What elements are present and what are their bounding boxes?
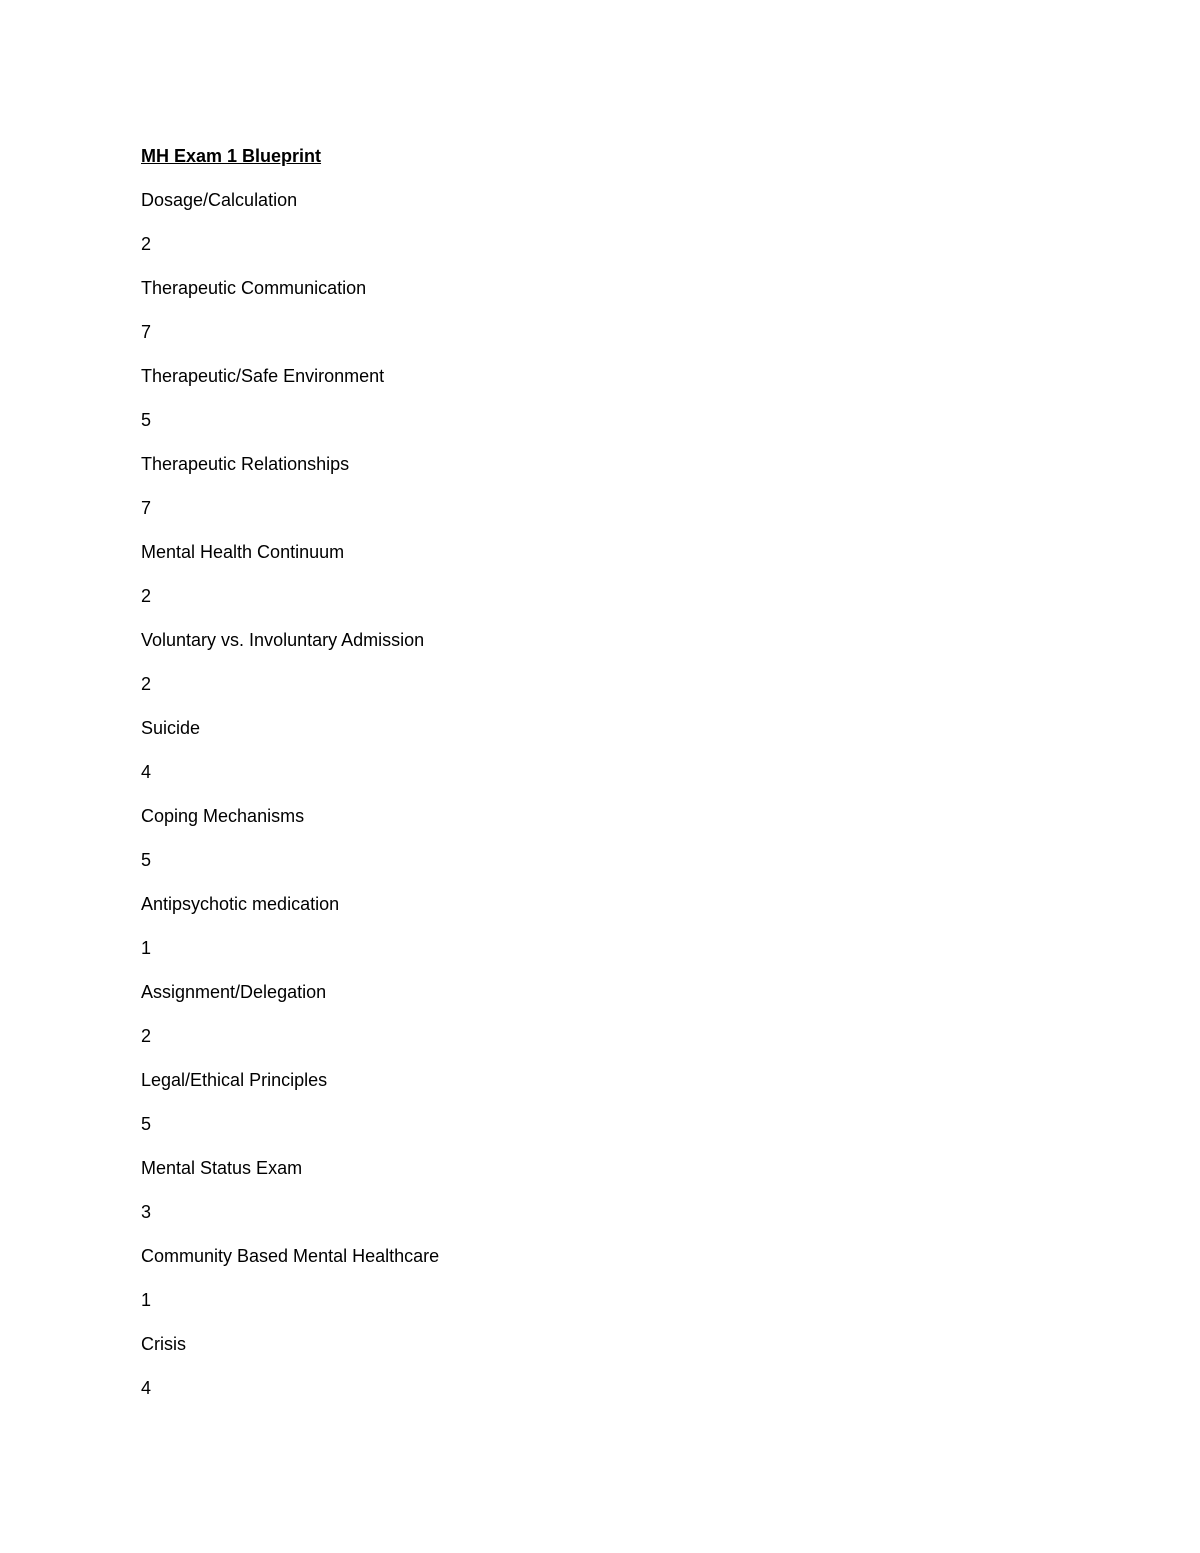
entry-topic: Therapeutic/Safe Environment xyxy=(141,366,385,386)
entry-count: 3 xyxy=(141,1202,152,1222)
entry-count: 2 xyxy=(141,234,152,254)
blueprint-entry xyxy=(141,714,1041,786)
entry-topic: Therapeutic Communication xyxy=(141,278,367,298)
entry-topic: Therapeutic Relationships xyxy=(141,454,350,474)
entry-count: 1 xyxy=(141,1290,152,1310)
entry-count: 2 xyxy=(141,674,152,694)
entry-count: 2 xyxy=(141,586,152,606)
entry-topic: Coping Mechanisms xyxy=(141,806,305,826)
entry-topic: Antipsychotic medication xyxy=(141,894,340,914)
blueprint-entry xyxy=(141,1242,1041,1314)
blueprint-entry xyxy=(141,538,1041,610)
entry-count: 5 xyxy=(141,1114,152,1134)
entry-count: 5 xyxy=(141,850,152,870)
blueprint-entry xyxy=(141,978,1041,1050)
entry-topic: Voluntary vs. Involuntary Admission xyxy=(141,630,425,650)
entry-topic: Suicide xyxy=(141,718,201,738)
entry-topic: Mental Health Continuum xyxy=(141,542,345,562)
entry-topic: Community Based Mental Healthcare xyxy=(141,1246,440,1266)
blueprint-entry xyxy=(141,890,1041,962)
entry-count: 7 xyxy=(141,322,152,342)
blueprint-entry xyxy=(141,274,1041,346)
blueprint-entry xyxy=(141,1154,1041,1226)
blueprint-entry xyxy=(141,362,1041,434)
entry-count: 4 xyxy=(141,1378,152,1398)
entry-topic: Dosage/Calculation xyxy=(141,190,298,210)
entry-count: 5 xyxy=(141,410,152,430)
blueprint-entry xyxy=(141,450,1041,522)
entry-topic: Mental Status Exam xyxy=(141,1158,303,1178)
entry-topic: Legal/Ethical Principles xyxy=(141,1070,328,1090)
blueprint-entry xyxy=(141,1066,1041,1138)
document-body xyxy=(141,142,1041,1418)
entry-count: 2 xyxy=(141,1026,152,1046)
document-title: MH Exam 1 Blueprint xyxy=(141,146,322,166)
entry-count: 1 xyxy=(141,938,152,958)
blueprint-entry xyxy=(141,1330,1041,1402)
entry-topic: Crisis xyxy=(141,1334,186,1354)
blueprint-entry xyxy=(141,626,1041,698)
entry-topic: Assignment/Delegation xyxy=(141,982,327,1002)
entry-count: 7 xyxy=(141,498,152,518)
entry-count: 4 xyxy=(141,762,152,782)
blueprint-entry xyxy=(141,186,1041,258)
blueprint-entry xyxy=(141,802,1041,874)
